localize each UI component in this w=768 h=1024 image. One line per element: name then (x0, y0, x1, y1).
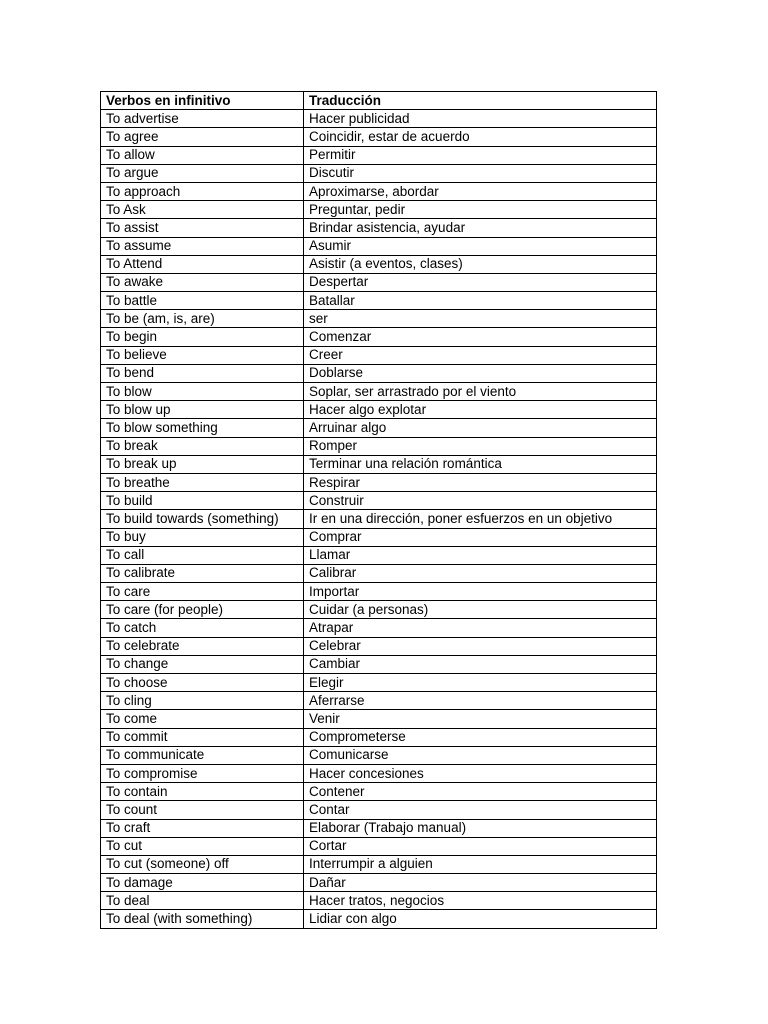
verb-cell: To battle (101, 292, 304, 310)
translation-cell: Discutir (304, 164, 657, 182)
table-row (101, 528, 657, 546)
header-infinitive-verbs: Verbos en infinitivo (101, 92, 304, 110)
table-row (101, 492, 657, 510)
table-row (101, 855, 657, 873)
verb-cell: To come (101, 710, 304, 728)
table-row (101, 201, 657, 219)
verb-cell: To blow (101, 383, 304, 401)
verb-cell: To deal (101, 892, 304, 910)
table-row (101, 783, 657, 801)
table-row (101, 746, 657, 764)
table-row (101, 146, 657, 164)
table-row (101, 564, 657, 582)
verb-cell: To bend (101, 364, 304, 382)
verb-cell: To blow up (101, 401, 304, 419)
table-row (101, 437, 657, 455)
verb-cell: To believe (101, 346, 304, 364)
verb-cell: To care (for people) (101, 601, 304, 619)
verb-cell: To change (101, 655, 304, 673)
translation-cell: Romper (304, 437, 657, 455)
verb-cell: To commit (101, 728, 304, 746)
translation-cell: Hacer concesiones (304, 764, 657, 782)
table-row (101, 401, 657, 419)
translation-cell: Terminar una relación romántica (304, 455, 657, 473)
translation-cell: Venir (304, 710, 657, 728)
translation-cell: Contener (304, 783, 657, 801)
translation-cell: Creer (304, 346, 657, 364)
translation-cell: Despertar (304, 273, 657, 291)
table-row (101, 819, 657, 837)
translation-cell: Llamar (304, 546, 657, 564)
translation-cell: Asumir (304, 237, 657, 255)
translation-cell: Elegir (304, 674, 657, 692)
translation-cell: Elaborar (Trabajo manual) (304, 819, 657, 837)
table-row (101, 128, 657, 146)
verb-cell: To craft (101, 819, 304, 837)
translation-cell: Calibrar (304, 564, 657, 582)
verb-cell: To approach (101, 182, 304, 200)
table-row (101, 419, 657, 437)
table-row (101, 292, 657, 310)
table-row (101, 637, 657, 655)
table-row (101, 328, 657, 346)
table-row (101, 837, 657, 855)
translation-cell: Comenzar (304, 328, 657, 346)
table-row (101, 910, 657, 928)
verb-cell: To deal (with something) (101, 910, 304, 928)
translation-cell: Hacer tratos, negocios (304, 892, 657, 910)
verb-cell: To allow (101, 146, 304, 164)
translation-cell: Interrumpir a alguien (304, 855, 657, 873)
translation-cell: Asistir (a eventos, clases) (304, 255, 657, 273)
verb-cell: To catch (101, 619, 304, 637)
verb-cell: To breathe (101, 473, 304, 491)
verb-cell: To argue (101, 164, 304, 182)
translation-cell: Doblarse (304, 364, 657, 382)
table-row (101, 219, 657, 237)
table-body (101, 110, 657, 928)
verb-cell: To cut (101, 837, 304, 855)
verb-cell: To break (101, 437, 304, 455)
verb-cell: To care (101, 583, 304, 601)
translation-cell: Dañar (304, 874, 657, 892)
table-row (101, 237, 657, 255)
translation-cell: Ir en una dirección, poner esfuerzos en un objetivo (304, 510, 657, 528)
table-row (101, 892, 657, 910)
translation-cell: Comunicarse (304, 746, 657, 764)
verb-cell: To break up (101, 455, 304, 473)
translation-cell: Permitir (304, 146, 657, 164)
translation-cell: Cortar (304, 837, 657, 855)
table-row (101, 874, 657, 892)
table-row (101, 510, 657, 528)
translation-cell: Cuidar (a personas) (304, 601, 657, 619)
verb-cell: To compromise (101, 764, 304, 782)
translation-cell: Comprometerse (304, 728, 657, 746)
verb-cell: To calibrate (101, 564, 304, 582)
table-row (101, 164, 657, 182)
table-row (101, 455, 657, 473)
verb-cell: To blow something (101, 419, 304, 437)
translation-cell: ser (304, 310, 657, 328)
translation-cell: Batallar (304, 292, 657, 310)
table-row (101, 583, 657, 601)
table-row (101, 182, 657, 200)
verb-cell: To Ask (101, 201, 304, 219)
table-row (101, 692, 657, 710)
verb-cell: To cut (someone) off (101, 855, 304, 873)
verb-cell: To choose (101, 674, 304, 692)
verb-cell: To cling (101, 692, 304, 710)
table-row (101, 310, 657, 328)
verb-cell: To assume (101, 237, 304, 255)
table-row (101, 674, 657, 692)
table-row (101, 764, 657, 782)
table-row (101, 346, 657, 364)
table-row (101, 710, 657, 728)
table-row (101, 255, 657, 273)
translation-cell: Contar (304, 801, 657, 819)
translation-cell: Arruinar algo (304, 419, 657, 437)
translation-cell: Preguntar, pedir (304, 201, 657, 219)
translation-cell: Hacer algo explotar (304, 401, 657, 419)
table-row (101, 364, 657, 382)
verb-cell: To buy (101, 528, 304, 546)
verb-cell: To celebrate (101, 637, 304, 655)
verb-cell: To Attend (101, 255, 304, 273)
table-row (101, 728, 657, 746)
translation-cell: Celebrar (304, 637, 657, 655)
header-translation: Traducción (304, 92, 657, 110)
table-header-row (101, 92, 657, 110)
table-row (101, 801, 657, 819)
translation-cell: Importar (304, 583, 657, 601)
translation-cell: Atrapar (304, 619, 657, 637)
translation-cell: Aproximarse, abordar (304, 182, 657, 200)
table-row (101, 655, 657, 673)
table-row (101, 619, 657, 637)
verb-cell: To begin (101, 328, 304, 346)
verb-cell: To be (am, is, are) (101, 310, 304, 328)
verb-cell: To awake (101, 273, 304, 291)
translation-cell: Brindar asistencia, ayudar (304, 219, 657, 237)
translation-cell: Construir (304, 492, 657, 510)
table-row (101, 110, 657, 128)
table-row (101, 473, 657, 491)
verb-cell: To call (101, 546, 304, 564)
translation-cell: Coincidir, estar de acuerdo (304, 128, 657, 146)
translation-cell: Lidiar con algo (304, 910, 657, 928)
verb-cell: To damage (101, 874, 304, 892)
verb-cell: To build (101, 492, 304, 510)
verb-cell: To contain (101, 783, 304, 801)
translation-cell: Cambiar (304, 655, 657, 673)
verb-cell: To build towards (something) (101, 510, 304, 528)
verb-cell: To assist (101, 219, 304, 237)
translation-cell: Comprar (304, 528, 657, 546)
table-row (101, 601, 657, 619)
verb-cell: To communicate (101, 746, 304, 764)
vocabulary-table (100, 91, 657, 929)
verb-cell: To advertise (101, 110, 304, 128)
verb-cell: To count (101, 801, 304, 819)
table-row (101, 383, 657, 401)
table-row (101, 273, 657, 291)
translation-cell: Hacer publicidad (304, 110, 657, 128)
translation-cell: Aferrarse (304, 692, 657, 710)
translation-cell: Soplar, ser arrastrado por el viento (304, 383, 657, 401)
translation-cell: Respirar (304, 473, 657, 491)
verb-cell: To agree (101, 128, 304, 146)
table-row (101, 546, 657, 564)
